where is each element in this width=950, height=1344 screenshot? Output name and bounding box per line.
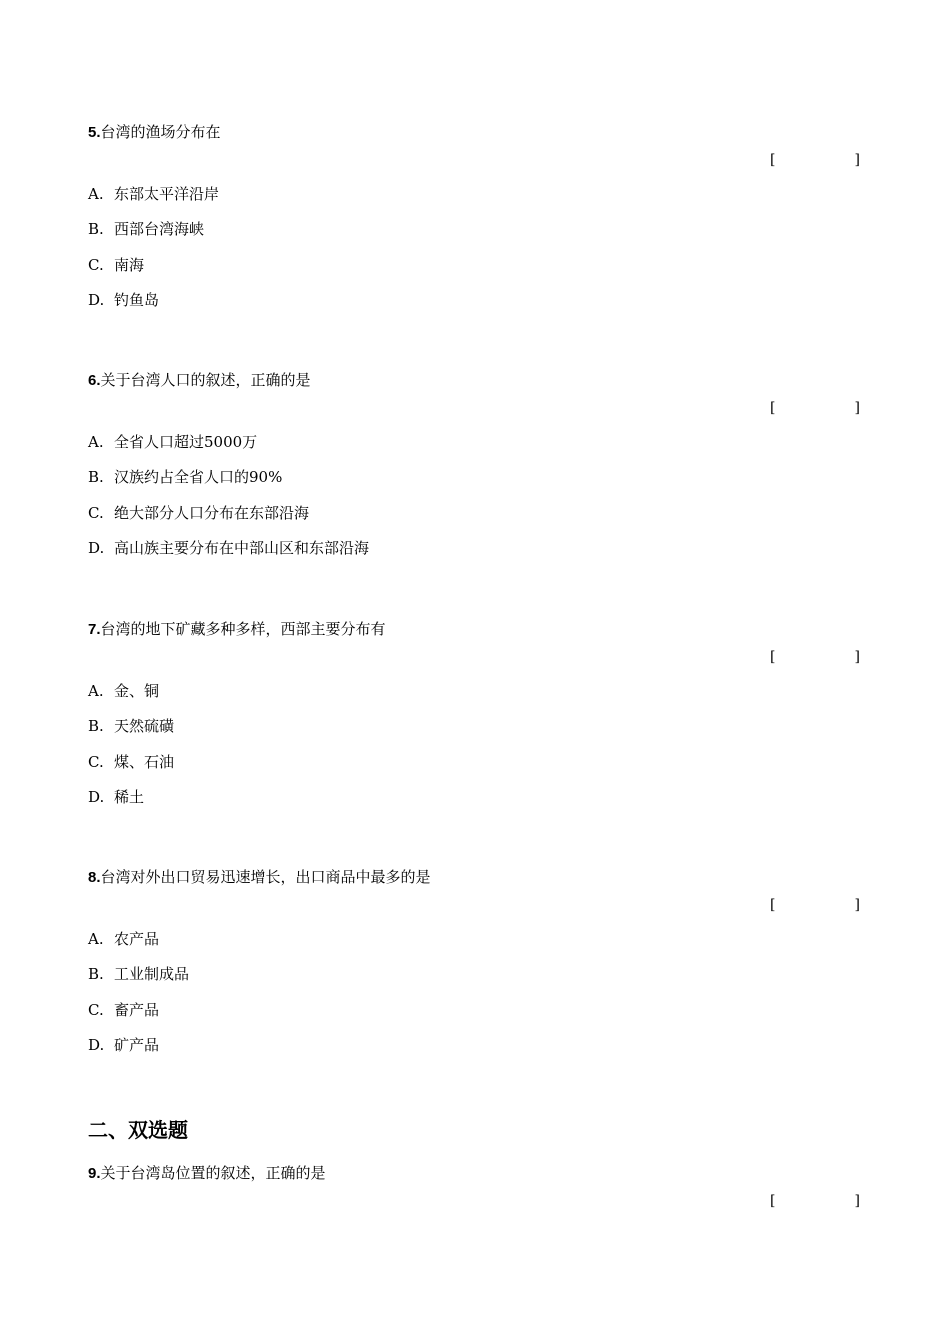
option-letter: D. bbox=[88, 787, 105, 806]
question-number: 8. bbox=[88, 869, 101, 886]
option-letter: D. bbox=[88, 538, 105, 557]
answer-brackets bbox=[770, 398, 860, 418]
option-text: 农产品 bbox=[114, 930, 160, 948]
option-d bbox=[88, 787, 174, 822]
question-9 bbox=[88, 1163, 863, 1209]
option-text: 南海 bbox=[114, 255, 145, 274]
option-b bbox=[88, 219, 219, 254]
option-letter: A. bbox=[88, 433, 104, 451]
option-text: 高山族主要分布在中部山区和东部沿海 bbox=[114, 538, 370, 557]
option-list bbox=[88, 432, 369, 573]
option-letter: A. bbox=[88, 930, 104, 948]
question-stem bbox=[88, 619, 863, 639]
bracket-close: ] bbox=[854, 649, 860, 665]
option-text: 矿产品 bbox=[114, 1035, 160, 1054]
question-6 bbox=[88, 370, 863, 557]
answer-brackets bbox=[770, 150, 860, 170]
option-letter: A. bbox=[88, 682, 104, 700]
question-number: 9. bbox=[88, 1165, 101, 1182]
bracket-open: [ bbox=[770, 897, 776, 913]
option-letter: B. bbox=[88, 965, 104, 984]
question-7 bbox=[88, 619, 863, 806]
option-text: 钓鱼岛 bbox=[114, 290, 160, 309]
option-d bbox=[88, 290, 219, 325]
option-b bbox=[88, 716, 174, 751]
option-d bbox=[88, 538, 369, 573]
question-stem bbox=[88, 370, 863, 390]
bracket-close: ] bbox=[854, 400, 860, 416]
question-5 bbox=[88, 122, 863, 309]
option-letter: C. bbox=[88, 752, 104, 771]
option-b bbox=[88, 964, 189, 999]
option-text: 天然硫磺 bbox=[114, 717, 175, 736]
question-number: 5. bbox=[88, 124, 101, 141]
option-a bbox=[88, 184, 219, 219]
bracket-open: [ bbox=[770, 649, 776, 665]
option-text: 工业制成品 bbox=[114, 965, 190, 984]
option-letter: B. bbox=[88, 468, 104, 487]
option-c bbox=[88, 1000, 189, 1035]
question-text: 关于台湾人口的叙述，正确的是 bbox=[100, 371, 311, 389]
question-number: 6. bbox=[88, 372, 101, 389]
bracket-close: ] bbox=[854, 152, 860, 168]
question-number: 7. bbox=[88, 621, 101, 638]
option-text: 全省人口超过5000万 bbox=[114, 433, 258, 451]
answer-brackets bbox=[770, 1191, 860, 1211]
option-letter: C. bbox=[88, 503, 104, 522]
bracket-open: [ bbox=[770, 152, 776, 168]
option-a bbox=[88, 432, 369, 467]
question-8 bbox=[88, 867, 863, 1054]
option-d bbox=[88, 1035, 189, 1070]
option-a bbox=[88, 929, 189, 964]
answer-brackets bbox=[770, 647, 860, 667]
option-letter: B. bbox=[88, 220, 104, 239]
option-text: 金、铜 bbox=[114, 682, 160, 700]
option-a bbox=[88, 681, 174, 716]
option-letter: A. bbox=[88, 185, 104, 203]
option-letter: C. bbox=[88, 255, 104, 274]
option-c bbox=[88, 752, 174, 787]
option-text: 东部太平洋沿岸 bbox=[114, 185, 220, 203]
option-text: 煤、石油 bbox=[114, 752, 175, 771]
section-heading: 二、双选题 bbox=[88, 1118, 188, 1142]
option-text: 绝大部分人口分布在东部沿海 bbox=[114, 503, 310, 522]
question-stem bbox=[88, 122, 863, 142]
option-b bbox=[88, 467, 369, 502]
option-letter: D. bbox=[88, 1035, 105, 1054]
option-c bbox=[88, 503, 369, 538]
question-text: 台湾的地下矿藏多种多样，西部主要分布有 bbox=[100, 620, 386, 638]
option-c bbox=[88, 255, 219, 290]
question-text: 台湾的渔场分布在 bbox=[100, 123, 221, 141]
question-stem bbox=[88, 867, 863, 887]
option-list bbox=[88, 184, 219, 325]
option-letter: B. bbox=[88, 717, 104, 736]
option-text: 汉族约占全省人口的90% bbox=[114, 468, 283, 487]
option-list bbox=[88, 929, 189, 1070]
option-text: 稀土 bbox=[114, 787, 145, 806]
answer-brackets bbox=[770, 895, 860, 915]
bracket-open: [ bbox=[770, 1193, 776, 1209]
bracket-open: [ bbox=[770, 400, 776, 416]
option-text: 畜产品 bbox=[114, 1000, 160, 1019]
bracket-close: ] bbox=[854, 1193, 860, 1209]
option-list bbox=[88, 681, 174, 822]
question-text: 台湾对外出口贸易迅速增长，出口商品中最多的是 bbox=[100, 868, 431, 886]
option-letter: D. bbox=[88, 290, 105, 309]
option-letter: C. bbox=[88, 1000, 104, 1019]
question-stem bbox=[88, 1163, 863, 1183]
question-text: 关于台湾岛位置的叙述，正确的是 bbox=[100, 1164, 326, 1182]
bracket-close: ] bbox=[854, 897, 860, 913]
option-text: 西部台湾海峡 bbox=[114, 220, 205, 239]
